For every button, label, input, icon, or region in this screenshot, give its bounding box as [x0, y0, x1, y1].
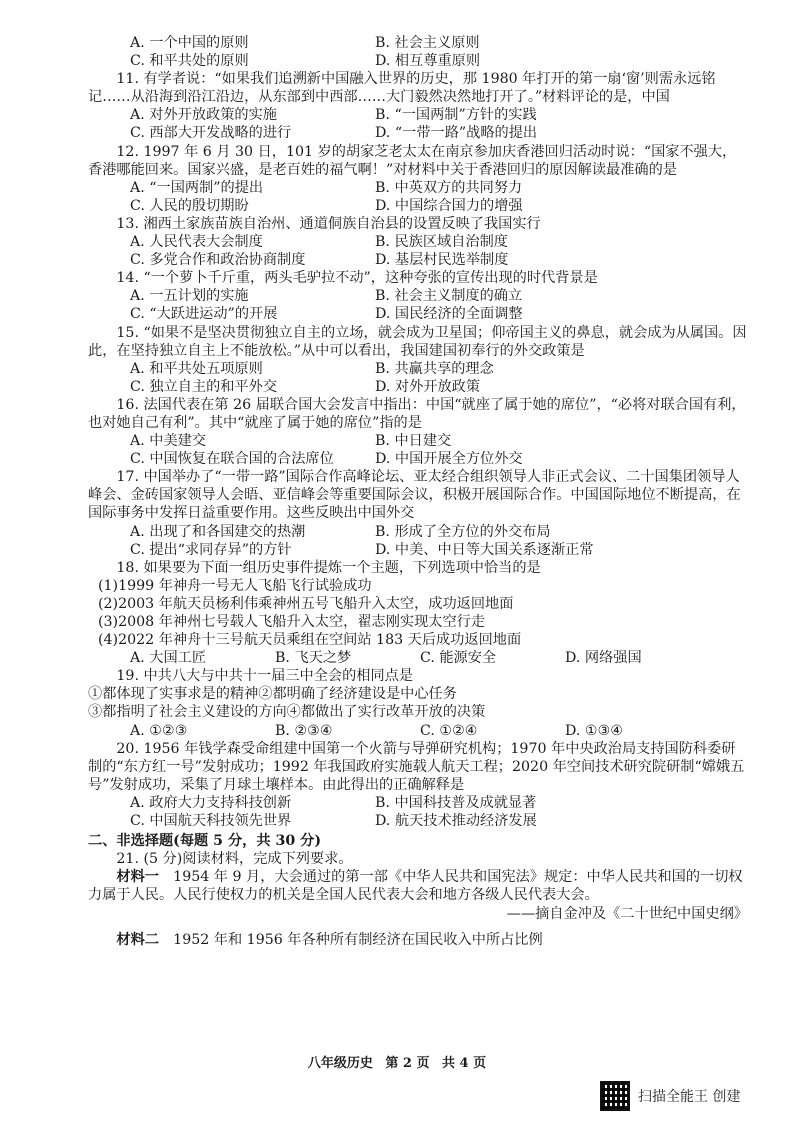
q21-stem: 21. (5 分)阅读材料，完成下列要求。	[116, 851, 353, 868]
option: C. 西部大开发战略的进行	[130, 125, 292, 142]
option: B. 民族区域自治制度	[375, 234, 508, 251]
q14-stem: 14. “一个萝卜千斤重，两头毛驴拉不动”，这种夸张的宣传出现的时代背景是	[116, 270, 598, 287]
option: A. 出现了和各国建交的热潮	[130, 523, 306, 540]
option: B. 中英双方的共同努力	[375, 179, 523, 196]
option: A. 人民代表大会制度	[130, 234, 263, 251]
option: D. 中美、中日等大国关系逐渐正常	[375, 541, 594, 558]
q17-options	[88, 523, 748, 559]
option: B. 飞天之梦	[275, 650, 352, 667]
q13-options	[88, 233, 748, 269]
material-two	[88, 931, 748, 949]
option: D. 基层村民选举制度	[375, 252, 509, 269]
option: A. “一国两制”的提出	[130, 179, 264, 196]
q15-options	[88, 360, 748, 396]
option: D. 航天技术推动经济发展	[375, 813, 537, 830]
q13-stem: 13. 湘西土家族苗族自治州、通道侗族自治县的设置反映了我国实行	[116, 215, 541, 232]
statement-line: ①都体现了实事求是的精神②都明确了经济建设是中心任务	[88, 686, 457, 703]
option: A. 对外开放政策的实施	[130, 107, 277, 124]
q10-options	[88, 34, 748, 70]
q15-stem: 15. “如果不是坚决贯彻独立自主的立场，就会成为卫星国；仰帝国主义的鼻息，就会成为从属国。因此，在坚持独立自主上不能放松。”从中可以看出，我国建国初奉行的外交政策是	[88, 324, 747, 359]
event-line: (4)2022 年神舟十三号航天员乘组在空间站 183 天后成功返回地面	[98, 632, 522, 649]
q16-options	[88, 432, 748, 468]
material-one	[88, 868, 748, 904]
material-two-label: 材料二	[116, 931, 159, 948]
option: D. ①③④	[565, 722, 624, 739]
option: D. 中国综合国力的增强	[375, 197, 523, 214]
option: B. 形成了全方位的外交布局	[375, 523, 551, 540]
q12-options	[88, 179, 748, 215]
option: C. “大跃进运动”的开展	[130, 306, 278, 323]
statement-line: ③都指明了社会主义建设的方向④都做出了实行改革开放的决策	[88, 704, 486, 721]
option: A. 大国工匠	[130, 650, 207, 667]
option: B. “一国两制”方针的实践	[375, 107, 537, 124]
option: A. 政府大力支持科技创新	[130, 794, 292, 811]
section-heading: 二、非选择题(每题 5 分，共 30 分)	[88, 833, 322, 850]
option: B. 社会主义制度的确立	[375, 288, 523, 305]
option: C. 和平共处的原则	[130, 53, 249, 70]
footer-page: 第 2 页	[385, 1056, 430, 1071]
q20-stem: 20. 1956 年钱学森受命组建中国第一个火箭与导弹研究机构；1970 年中央政治局支持国防科委研制的“东方红一号”发射成功；1992 年我国政府实施载人航天工程；2020 年空间技术研究院研制“嫦娥五号”发射成功，采集了月球土壤样本。由此得出的正确解释是	[88, 740, 745, 793]
option: B. 中日建交	[375, 433, 452, 450]
option: C. ①②④	[420, 722, 478, 739]
q19-stem: 19. 中共八大与中共十一届三中全会的相同点是	[116, 668, 414, 685]
option: C. 能源安全	[420, 650, 497, 667]
option: A. 一个中国的原则	[130, 35, 249, 51]
option: C. 多党合作和政治协商制度	[130, 252, 306, 269]
option: B. 社会主义原则	[375, 35, 480, 51]
scanner-watermark	[600, 1078, 780, 1114]
q20-options	[88, 794, 748, 830]
option: A. 中美建交	[130, 433, 207, 450]
option: B. 共赢共享的理念	[375, 360, 494, 377]
event-line: (3)2008 年神州七号载人飞船升入太空，翟志刚实现太空行走	[98, 614, 486, 630]
page-footer	[0, 1052, 794, 1071]
option: C. 中国航天科技领先世界	[130, 813, 292, 830]
q11-options	[88, 106, 748, 142]
material-two-text: 1952 年和 1956 年各种所有制经济在国民收入中所占比例	[173, 931, 543, 948]
option: B. 中国科技普及成就显著	[375, 794, 537, 811]
q12-stem: 12. 1997 年 6 月 30 日，101 岁的胡家芝老太太在南京参加庆香港回归活动时说：“国家不强大，香港哪能回来。国家兴盛，是老百姓的福气啊！”对材料中关于香港回归的原因解读最准确的是	[88, 143, 737, 178]
q18-stem: 18. 如果要为下面一组历史事件提炼一个主题，下列选项中恰当的是	[116, 559, 541, 576]
option: D. 国民经济的全面调整	[375, 306, 523, 323]
option: D. 对外开放政策	[375, 378, 481, 395]
material-one-label: 材料一	[116, 869, 159, 886]
option: D. “一带一路”战略的提出	[375, 125, 538, 142]
event-line: (1)1999 年神舟一号无人飞船飞行试验成功	[98, 577, 372, 594]
q18-options	[88, 649, 748, 667]
exam-page	[88, 34, 748, 949]
q16-stem: 16. 法国代表在第 26 届联合国大会发言中指出：中国“就座了属于她的席位”，“必将对联合国有利，也对她自己有利”。其中“就座了属于她的席位”指的是	[88, 396, 746, 431]
option: A. 一五计划的实施	[130, 288, 249, 305]
q17-stem: 17. 中国举办了“一带一路”国际合作高峰论坛、亚太经合组织领导人非正式会议、二十国集团领导人峰会、金砖国家领导人会晤、亚信峰会等重要国际会议，积极开展国际合作。中国国际地位不断提高，在国际事务中发挥日益重要作用。这些反映出中国外交	[88, 469, 741, 522]
event-line: (2)2003 年航天员杨利伟乘神州五号飞船升入太空，成功返回地面	[98, 595, 514, 612]
q14-options	[88, 287, 748, 323]
material-one-source: ——摘自金冲及《二十世纪中国史纲》	[506, 905, 748, 922]
option: C. 提出“求同存异”的方针	[130, 541, 292, 558]
watermark-text: 扫描全能王 创建	[638, 1089, 741, 1105]
option: A. 和平共处五项原则	[130, 360, 263, 377]
option: C. 独立自主的和平外交	[130, 378, 278, 395]
option: D. 中国开展全方位外交	[375, 451, 523, 468]
option: D. 相互尊重原则	[375, 53, 481, 70]
footer-subject: 八年级历史	[307, 1056, 373, 1071]
q19-options	[88, 722, 748, 740]
option: D. 网络强国	[565, 650, 642, 667]
q11-stem: 11. 有学者说：“如果我们追溯新中国融入世界的历史，那 1980 年打开的第一扇‘窗’则需永远铭记……从沿海到沿江沿边，从东部到中西部……大门毅然决然地打开了。”材料评论的是，中国	[88, 71, 716, 106]
option: C. 人民的殷切期盼	[130, 197, 249, 214]
option: B. ②③④	[275, 722, 333, 739]
material-one-text: 1954 年 9 月，大会通过的第一部《中华人民共和国宪法》规定：中华人民共和国的一切权力属于人民。人民行使权力的机关是全国人民代表大会和地方各级人民代表大会。	[88, 869, 743, 904]
qr-code-icon	[600, 1081, 630, 1111]
option: A. ①②③	[130, 722, 188, 739]
option: C. 中国恢复在联合国的合法席位	[130, 451, 334, 468]
footer-total: 共 4 页	[442, 1056, 487, 1071]
